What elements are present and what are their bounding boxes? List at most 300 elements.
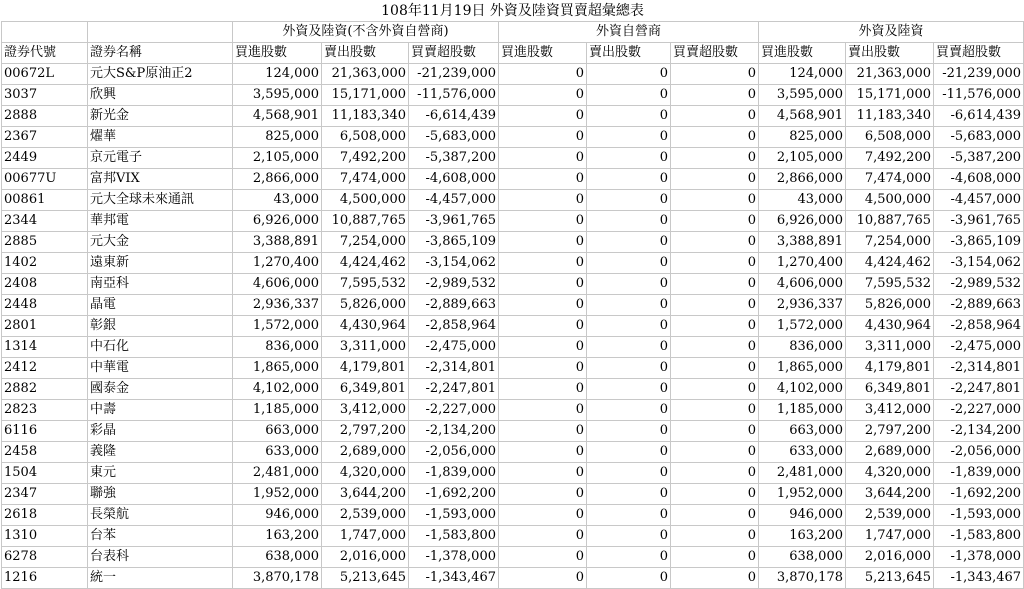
cell-value: 0: [671, 253, 759, 274]
cell-value: 1,185,000: [759, 400, 846, 421]
table-row: [2, 337, 1024, 358]
cell-value: -2,227,000: [409, 400, 499, 421]
table-row: [2, 253, 1024, 274]
table-row: [2, 400, 1024, 421]
cell-value: 633,000: [759, 442, 846, 463]
cell-code: 2458: [2, 442, 88, 463]
col-header-total-sell: 賣出股數: [846, 43, 934, 64]
cell-value: -2,858,964: [934, 316, 1024, 337]
cell-value: 2,689,000: [322, 442, 409, 463]
cell-value: -1,378,000: [409, 547, 499, 568]
cell-value: 0: [587, 484, 671, 505]
cell-value: 2,797,200: [322, 421, 409, 442]
group-blank-code: [2, 22, 88, 43]
cell-value: -1,692,200: [409, 484, 499, 505]
cell-value: 663,000: [759, 421, 846, 442]
cell-code: 1310: [2, 526, 88, 547]
group-foreign-excl-dealers: 外資及陸資(不含外資自營商): [233, 22, 499, 43]
cell-value: 43,000: [759, 190, 846, 211]
cell-value: 2,866,000: [759, 169, 846, 190]
table-row: [2, 442, 1024, 463]
cell-value: -1,343,467: [409, 568, 499, 589]
cell-value: 0: [671, 379, 759, 400]
cell-value: 4,424,462: [846, 253, 934, 274]
cell-name: 京元電子: [88, 148, 233, 169]
table-row: [2, 64, 1024, 85]
table-row: [2, 505, 1024, 526]
cell-name: 義隆: [88, 442, 233, 463]
cell-value: -2,056,000: [934, 442, 1024, 463]
cell-value: 21,363,000: [322, 64, 409, 85]
cell-name: 東元: [88, 463, 233, 484]
cell-value: 0: [587, 274, 671, 295]
cell-value: 0: [587, 148, 671, 169]
cell-value: -5,387,200: [409, 148, 499, 169]
cell-value: 0: [671, 526, 759, 547]
cell-value: 0: [499, 358, 587, 379]
cell-value: -1,839,000: [934, 463, 1024, 484]
cell-value: -21,239,000: [409, 64, 499, 85]
cell-name: 台表科: [88, 547, 233, 568]
cell-value: 124,000: [759, 64, 846, 85]
cell-value: 3,311,000: [846, 337, 934, 358]
cell-value: -2,247,801: [409, 379, 499, 400]
cell-value: 3,412,000: [322, 400, 409, 421]
cell-value: 0: [499, 337, 587, 358]
cell-value: -11,576,000: [934, 85, 1024, 106]
cell-value: 0: [587, 190, 671, 211]
cell-value: 1,952,000: [233, 484, 322, 505]
cell-code: 6116: [2, 421, 88, 442]
cell-code: 6278: [2, 547, 88, 568]
cell-value: -2,056,000: [409, 442, 499, 463]
cell-value: 7,474,000: [322, 169, 409, 190]
cell-value: 163,200: [759, 526, 846, 547]
table-row: [2, 274, 1024, 295]
cell-value: 825,000: [759, 127, 846, 148]
cell-value: -4,608,000: [409, 169, 499, 190]
cell-value: 6,926,000: [759, 211, 846, 232]
cell-value: 0: [587, 463, 671, 484]
group-foreign-dealers: 外資自營商: [499, 22, 759, 43]
summary-table: [1, 0, 1024, 589]
cell-value: 0: [671, 190, 759, 211]
cell-value: -11,576,000: [409, 85, 499, 106]
cell-value: 0: [499, 568, 587, 589]
cell-name: 彰銀: [88, 316, 233, 337]
cell-value: 2,936,337: [759, 295, 846, 316]
cell-value: 0: [499, 463, 587, 484]
cell-value: 4,430,964: [846, 316, 934, 337]
cell-value: 7,492,200: [322, 148, 409, 169]
cell-value: 2,016,000: [846, 547, 934, 568]
cell-value: 0: [499, 253, 587, 274]
cell-value: 0: [587, 169, 671, 190]
cell-value: 3,388,891: [233, 232, 322, 253]
table-row: [2, 148, 1024, 169]
cell-name: 元大S&P原油正2: [88, 64, 233, 85]
col-header-net: 買賣超股數: [409, 43, 499, 64]
cell-value: 836,000: [759, 337, 846, 358]
table-row: [2, 190, 1024, 211]
cell-value: 0: [587, 421, 671, 442]
cell-value: 10,887,765: [846, 211, 934, 232]
cell-value: 0: [499, 379, 587, 400]
cell-name: 台苯: [88, 526, 233, 547]
cell-value: -2,314,801: [409, 358, 499, 379]
cell-value: 0: [671, 568, 759, 589]
cell-value: 4,424,462: [322, 253, 409, 274]
cell-name: 華邦電: [88, 211, 233, 232]
cell-value: 6,508,000: [322, 127, 409, 148]
cell-name: 彩晶: [88, 421, 233, 442]
cell-name: 長榮航: [88, 505, 233, 526]
cell-value: 10,887,765: [322, 211, 409, 232]
cell-value: -1,593,000: [934, 505, 1024, 526]
cell-value: 1,270,400: [759, 253, 846, 274]
cell-value: -1,583,800: [409, 526, 499, 547]
cell-value: -2,475,000: [934, 337, 1024, 358]
cell-value: 0: [587, 526, 671, 547]
cell-value: 7,254,000: [322, 232, 409, 253]
table-row: [2, 421, 1024, 442]
cell-value: -3,961,765: [409, 211, 499, 232]
cell-value: 1,572,000: [233, 316, 322, 337]
cell-value: 4,568,901: [233, 106, 322, 127]
cell-code: 2801: [2, 316, 88, 337]
cell-value: 4,179,801: [846, 358, 934, 379]
cell-value: 2,689,000: [846, 442, 934, 463]
cell-value: 5,213,645: [322, 568, 409, 589]
cell-value: 4,568,901: [759, 106, 846, 127]
cell-value: -3,154,062: [409, 253, 499, 274]
cell-value: 124,000: [233, 64, 322, 85]
cell-value: 0: [671, 169, 759, 190]
cell-value: 0: [587, 211, 671, 232]
cell-value: 0: [499, 484, 587, 505]
cell-value: -5,683,000: [934, 127, 1024, 148]
cell-value: 0: [587, 253, 671, 274]
cell-value: -3,865,109: [934, 232, 1024, 253]
cell-value: 0: [499, 295, 587, 316]
table-row: [2, 232, 1024, 253]
cell-value: 4,102,000: [233, 379, 322, 400]
cell-code: 2412: [2, 358, 88, 379]
cell-value: 2,539,000: [846, 505, 934, 526]
cell-value: 15,171,000: [846, 85, 934, 106]
cell-value: 2,797,200: [846, 421, 934, 442]
col-header-total-net: 買賣超股數: [934, 43, 1024, 64]
cell-name: 富邦VIX: [88, 169, 233, 190]
cell-value: 0: [671, 505, 759, 526]
cell-value: 6,508,000: [846, 127, 934, 148]
cell-value: 6,349,801: [322, 379, 409, 400]
column-header-row: [2, 43, 1024, 64]
page-title: 108年11月19日 外資及陸資買賣超彙總表: [381, 2, 644, 19]
cell-value: -6,614,439: [934, 106, 1024, 127]
cell-code: 1216: [2, 568, 88, 589]
cell-value: -3,154,062: [934, 253, 1024, 274]
cell-value: 0: [499, 421, 587, 442]
cell-value: 0: [671, 358, 759, 379]
cell-name: 南亞科: [88, 274, 233, 295]
cell-value: 0: [587, 400, 671, 421]
cell-code: 00861: [2, 190, 88, 211]
cell-value: -21,239,000: [934, 64, 1024, 85]
cell-value: 4,320,000: [322, 463, 409, 484]
group-header-row: [2, 22, 1024, 43]
cell-code: 1504: [2, 463, 88, 484]
cell-value: 2,539,000: [322, 505, 409, 526]
cell-value: -2,247,801: [934, 379, 1024, 400]
cell-value: -1,692,200: [934, 484, 1024, 505]
table-row: [2, 316, 1024, 337]
cell-value: 11,183,340: [846, 106, 934, 127]
cell-value: 5,826,000: [846, 295, 934, 316]
cell-code: 2449: [2, 148, 88, 169]
group-foreign-total: 外資及陸資: [759, 22, 1024, 43]
cell-name: 中華電: [88, 358, 233, 379]
cell-name: 國泰金: [88, 379, 233, 400]
cell-value: -2,889,663: [934, 295, 1024, 316]
cell-value: 3,870,178: [233, 568, 322, 589]
cell-value: 0: [499, 232, 587, 253]
table-row: [2, 211, 1024, 232]
cell-value: 4,500,000: [322, 190, 409, 211]
cell-value: 3,388,891: [759, 232, 846, 253]
cell-value: 638,000: [759, 547, 846, 568]
cell-value: 21,363,000: [846, 64, 934, 85]
cell-value: -2,134,200: [934, 421, 1024, 442]
cell-code: 2823: [2, 400, 88, 421]
cell-value: 0: [587, 379, 671, 400]
cell-value: -2,475,000: [409, 337, 499, 358]
cell-value: 0: [499, 64, 587, 85]
cell-value: 0: [671, 64, 759, 85]
cell-value: 0: [499, 442, 587, 463]
cell-value: 0: [499, 190, 587, 211]
cell-value: -5,387,200: [934, 148, 1024, 169]
cell-value: 836,000: [233, 337, 322, 358]
cell-code: 00672L: [2, 64, 88, 85]
cell-value: 0: [587, 85, 671, 106]
cell-value: 825,000: [233, 127, 322, 148]
cell-value: 0: [499, 316, 587, 337]
cell-value: 0: [499, 211, 587, 232]
cell-value: -1,593,000: [409, 505, 499, 526]
cell-value: 2,481,000: [233, 463, 322, 484]
col-header-name: 證券名稱: [88, 43, 233, 64]
cell-value: 0: [499, 400, 587, 421]
cell-value: 1,865,000: [233, 358, 322, 379]
cell-value: 11,183,340: [322, 106, 409, 127]
cell-value: 3,412,000: [846, 400, 934, 421]
cell-value: 0: [671, 316, 759, 337]
cell-value: 1,572,000: [759, 316, 846, 337]
cell-value: 946,000: [759, 505, 846, 526]
cell-value: 4,430,964: [322, 316, 409, 337]
cell-code: 2888: [2, 106, 88, 127]
cell-name: 元大全球未來通訊: [88, 190, 233, 211]
cell-value: 0: [587, 442, 671, 463]
cell-name: 燿華: [88, 127, 233, 148]
cell-code: 2367: [2, 127, 88, 148]
cell-name: 晶電: [88, 295, 233, 316]
col-header-dealer-net: 買賣超股數: [671, 43, 759, 64]
cell-value: -4,608,000: [934, 169, 1024, 190]
cell-code: 1402: [2, 253, 88, 274]
cell-code: 3037: [2, 85, 88, 106]
cell-value: 0: [499, 127, 587, 148]
cell-name: 新光金: [88, 106, 233, 127]
cell-value: 946,000: [233, 505, 322, 526]
cell-value: -2,134,200: [409, 421, 499, 442]
cell-value: 4,179,801: [322, 358, 409, 379]
cell-code: 2347: [2, 484, 88, 505]
cell-value: 0: [671, 400, 759, 421]
table-row: [2, 547, 1024, 568]
cell-code: 1314: [2, 337, 88, 358]
cell-value: 3,644,200: [322, 484, 409, 505]
col-header-total-buy: 買進股數: [759, 43, 846, 64]
cell-value: 2,481,000: [759, 463, 846, 484]
cell-value: 0: [587, 127, 671, 148]
cell-value: 0: [499, 148, 587, 169]
cell-value: 4,500,000: [846, 190, 934, 211]
cell-value: 0: [587, 106, 671, 127]
cell-value: 0: [587, 358, 671, 379]
cell-value: 6,926,000: [233, 211, 322, 232]
cell-value: 3,311,000: [322, 337, 409, 358]
cell-value: -1,583,800: [934, 526, 1024, 547]
cell-value: 0: [671, 127, 759, 148]
cell-name: 欣興: [88, 85, 233, 106]
cell-code: 2408: [2, 274, 88, 295]
table-row: [2, 463, 1024, 484]
cell-value: 0: [587, 547, 671, 568]
cell-value: -2,889,663: [409, 295, 499, 316]
cell-value: 0: [587, 316, 671, 337]
cell-value: -4,457,000: [409, 190, 499, 211]
cell-value: 638,000: [233, 547, 322, 568]
cell-value: 0: [671, 106, 759, 127]
cell-code: 2618: [2, 505, 88, 526]
cell-value: -2,989,532: [409, 274, 499, 295]
cell-value: -1,343,467: [934, 568, 1024, 589]
cell-code: 2882: [2, 379, 88, 400]
col-header-sell: 賣出股數: [322, 43, 409, 64]
cell-value: 7,595,532: [322, 274, 409, 295]
cell-value: 0: [499, 505, 587, 526]
cell-value: 4,320,000: [846, 463, 934, 484]
cell-value: 0: [671, 463, 759, 484]
cell-value: 3,595,000: [759, 85, 846, 106]
col-header-dealer-sell: 賣出股數: [587, 43, 671, 64]
table-row: [2, 85, 1024, 106]
cell-value: 0: [587, 64, 671, 85]
cell-value: 0: [499, 85, 587, 106]
cell-value: 0: [499, 169, 587, 190]
cell-value: 43,000: [233, 190, 322, 211]
cell-value: -2,314,801: [934, 358, 1024, 379]
cell-value: 0: [671, 547, 759, 568]
cell-value: 2,866,000: [233, 169, 322, 190]
group-blank-name: [88, 22, 233, 43]
cell-value: 7,254,000: [846, 232, 934, 253]
cell-value: 0: [587, 295, 671, 316]
cell-value: 2,105,000: [759, 148, 846, 169]
cell-value: 0: [671, 274, 759, 295]
cell-value: -3,865,109: [409, 232, 499, 253]
table-row: [2, 358, 1024, 379]
cell-code: 00677U: [2, 169, 88, 190]
cell-value: -4,457,000: [934, 190, 1024, 211]
cell-value: 7,595,532: [846, 274, 934, 295]
cell-value: 1,185,000: [233, 400, 322, 421]
cell-value: 0: [587, 568, 671, 589]
title-row: [2, 0, 1024, 22]
cell-value: 0: [587, 505, 671, 526]
cell-value: 2,936,337: [233, 295, 322, 316]
cell-value: -1,378,000: [934, 547, 1024, 568]
cell-value: 0: [671, 232, 759, 253]
cell-value: 3,644,200: [846, 484, 934, 505]
cell-value: 4,606,000: [759, 274, 846, 295]
cell-value: 0: [671, 295, 759, 316]
cell-code: 2344: [2, 211, 88, 232]
cell-value: 0: [499, 547, 587, 568]
cell-value: 2,016,000: [322, 547, 409, 568]
cell-value: 1,952,000: [759, 484, 846, 505]
cell-value: 1,747,000: [846, 526, 934, 547]
table-row: [2, 295, 1024, 316]
cell-value: 5,826,000: [322, 295, 409, 316]
col-header-code: 證券代號: [2, 43, 88, 64]
cell-value: 0: [671, 337, 759, 358]
cell-value: 663,000: [233, 421, 322, 442]
table-row: [2, 568, 1024, 589]
cell-value: 1,747,000: [322, 526, 409, 547]
cell-value: -5,683,000: [409, 127, 499, 148]
cell-name: 統一: [88, 568, 233, 589]
cell-value: 633,000: [233, 442, 322, 463]
cell-value: 2,105,000: [233, 148, 322, 169]
cell-value: -2,227,000: [934, 400, 1024, 421]
col-header-dealer-buy: 買進股數: [499, 43, 587, 64]
cell-value: 1,865,000: [759, 358, 846, 379]
table-row: [2, 127, 1024, 148]
cell-name: 聯強: [88, 484, 233, 505]
cell-value: 0: [671, 148, 759, 169]
cell-value: 0: [587, 232, 671, 253]
cell-value: 4,606,000: [233, 274, 322, 295]
cell-value: -2,989,532: [934, 274, 1024, 295]
cell-code: 2885: [2, 232, 88, 253]
cell-value: 15,171,000: [322, 85, 409, 106]
cell-name: 中石化: [88, 337, 233, 358]
cell-name: 中壽: [88, 400, 233, 421]
cell-value: 1,270,400: [233, 253, 322, 274]
cell-value: 0: [671, 484, 759, 505]
cell-value: 0: [671, 211, 759, 232]
cell-value: -1,839,000: [409, 463, 499, 484]
cell-value: 0: [587, 337, 671, 358]
cell-value: 0: [499, 526, 587, 547]
cell-value: 7,474,000: [846, 169, 934, 190]
cell-value: -2,858,964: [409, 316, 499, 337]
col-header-buy: 買進股數: [233, 43, 322, 64]
cell-value: 0: [499, 106, 587, 127]
